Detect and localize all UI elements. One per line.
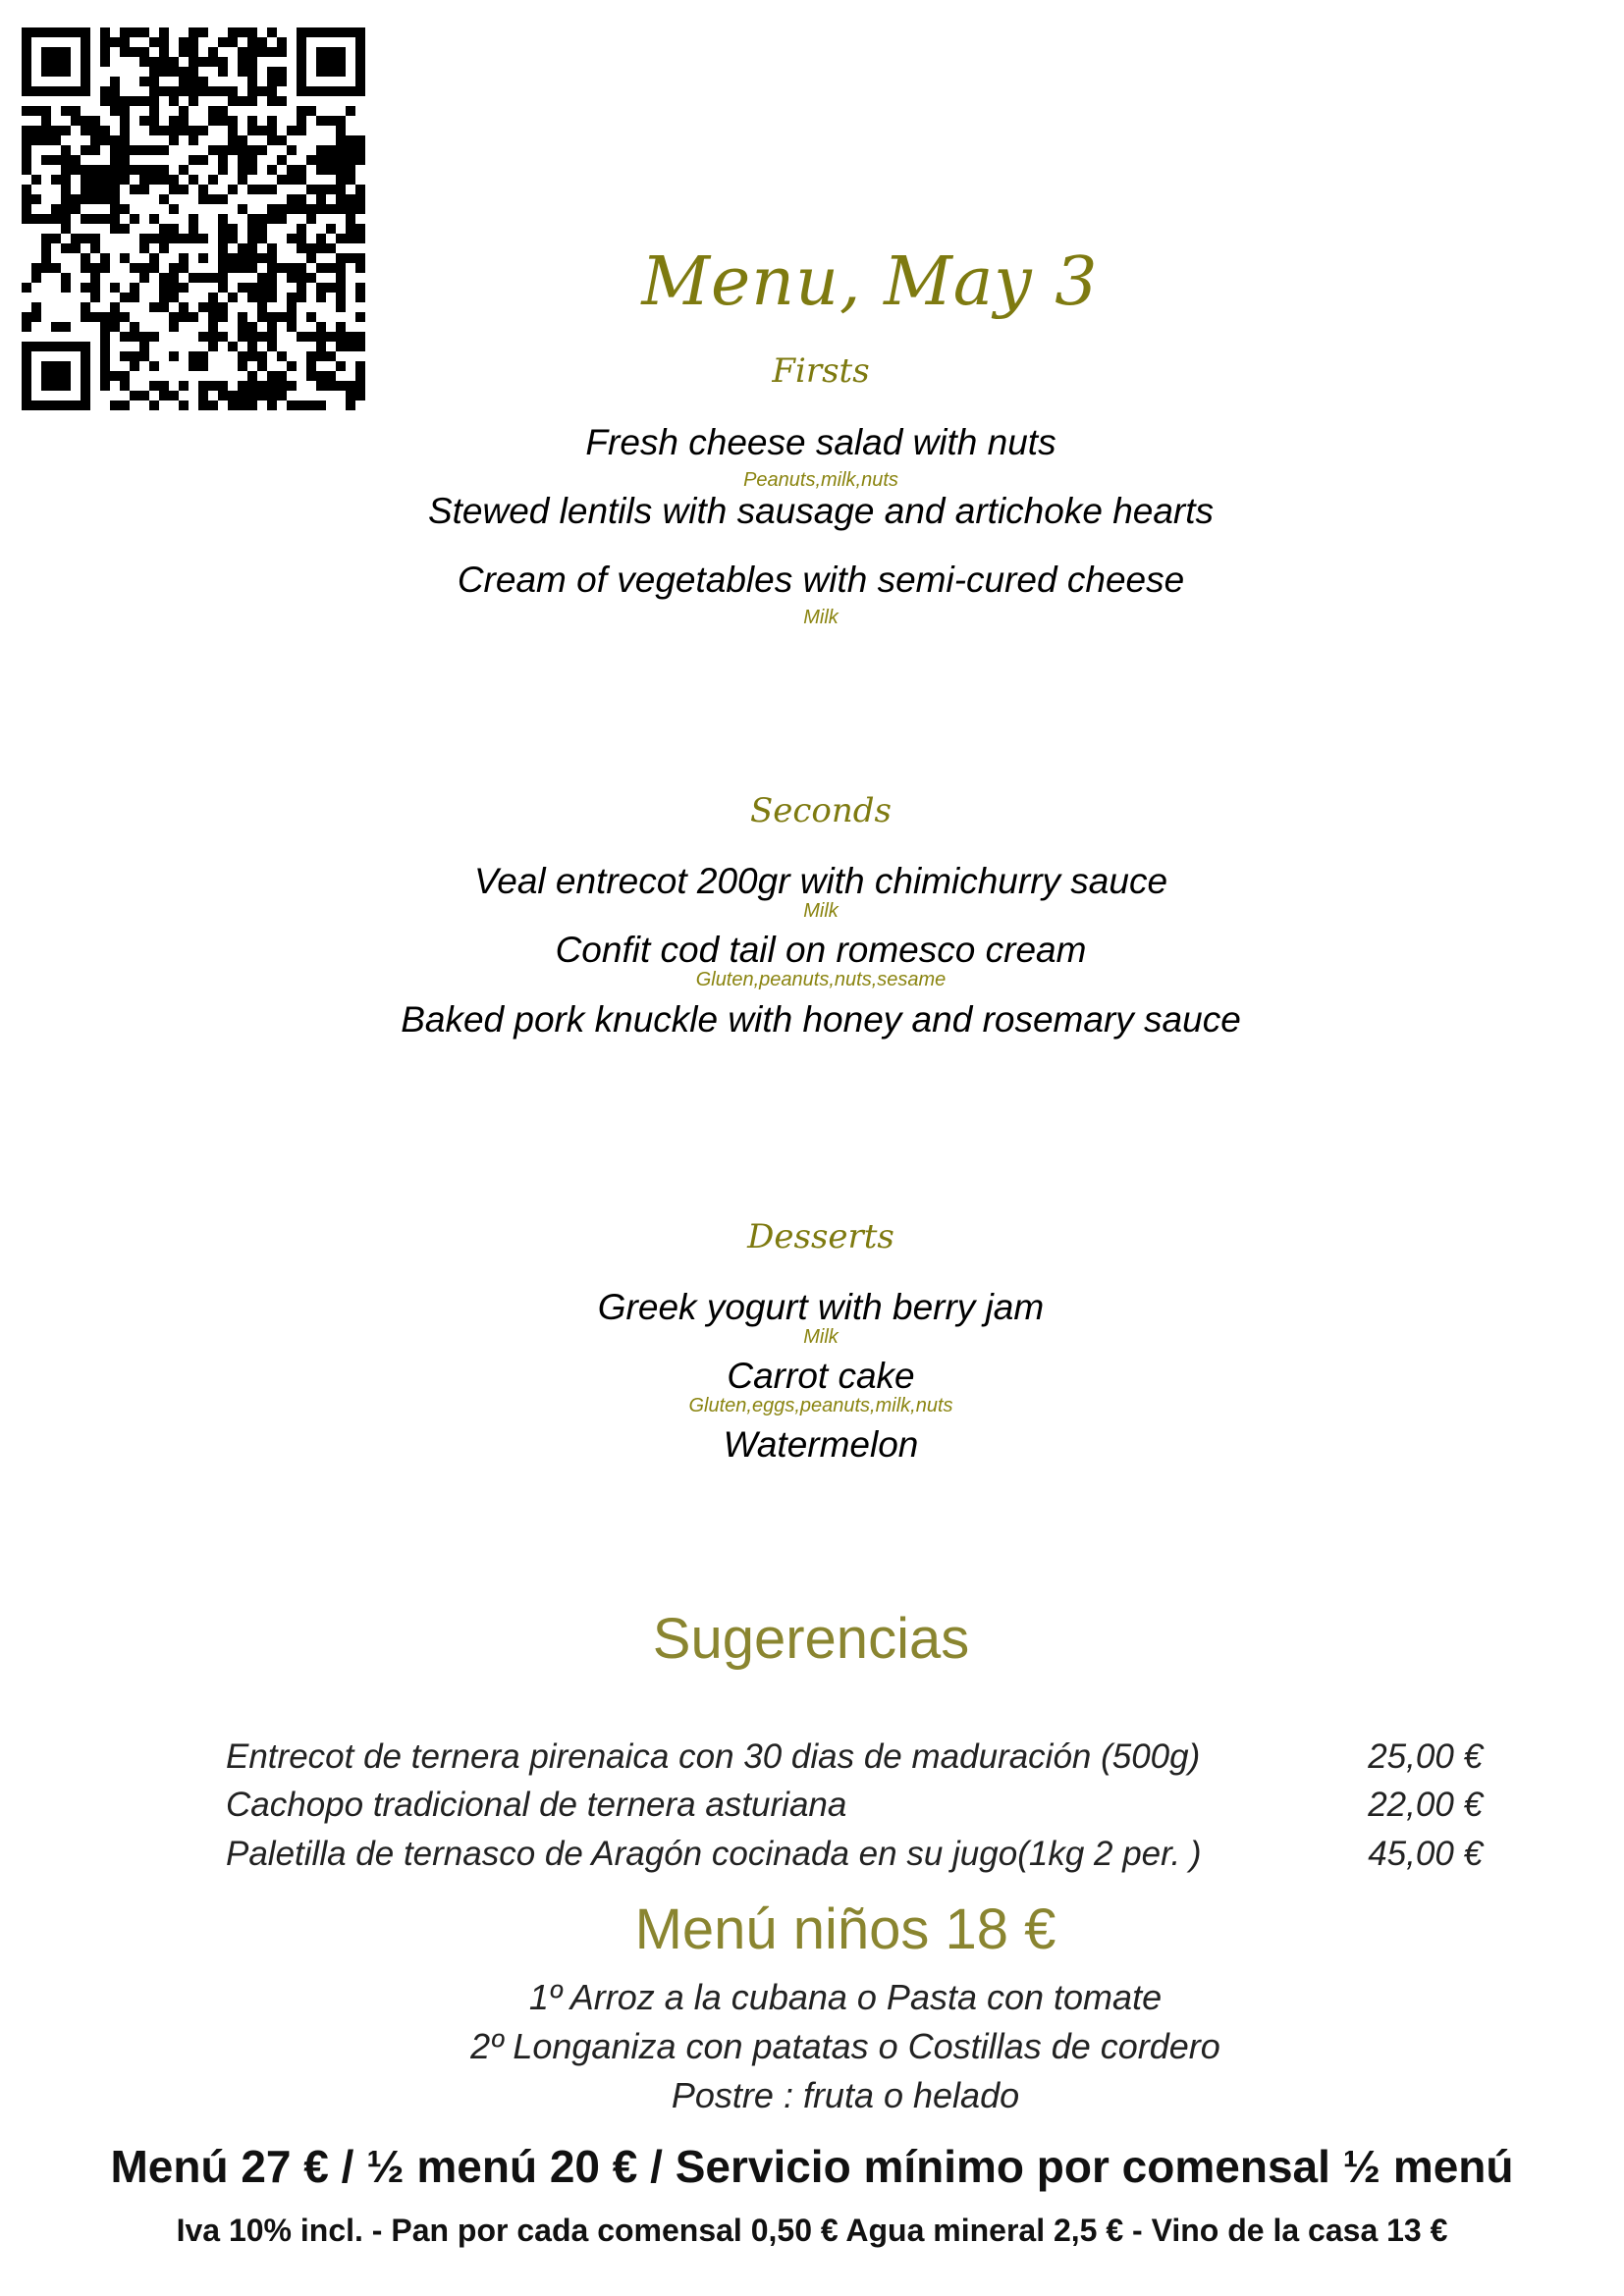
section-heading-desserts: Desserts xyxy=(747,1217,894,1256)
dish-name: Greek yogurt with berry jam xyxy=(597,1287,1045,1327)
suggestion-name: Paletilla de ternasco de Aragón cocinada en su jugo(1kg 2 per. ) xyxy=(226,1835,1202,1873)
suggestion-name: Entrecot de ternera pirenaica con 30 dias de maduración (500g) xyxy=(226,1737,1201,1776)
dish-allergens: Milk xyxy=(803,1326,839,1348)
suggestion-name: Cachopo tradicional de ternera asturiana xyxy=(226,1786,847,1824)
menu-price-line: Menú 27 € / ½ menú 20 € / Servicio mínimo por comensal ½ menú xyxy=(110,2141,1514,2192)
dish-name: Confit cod tail on romesco cream xyxy=(555,930,1087,970)
suggestion-price: 25,00 € xyxy=(1368,1737,1483,1776)
dish-name: Fresh cheese salad with nuts xyxy=(585,422,1056,462)
kids-menu-line: 1º Arroz a la cubana o Pasta con tomate xyxy=(528,1977,1163,2017)
dish-allergens: Peanuts,milk,nuts xyxy=(743,469,898,491)
menu-title: Menu, May 3 xyxy=(641,243,1099,321)
suggestion-row xyxy=(226,1835,1483,1874)
section-heading-firsts: Firsts xyxy=(772,351,870,391)
extras-price-line: Iva 10% incl. - Pan por cada comensal 0,50 € Agua mineral 2,5 € - Vino de la casa 13 € xyxy=(176,2213,1448,2248)
kids-menu-line: 2º Longaniza con patatas o Costillas de cordero xyxy=(470,2026,1220,2066)
dish-allergens: Milk xyxy=(803,900,839,922)
dish-name: Cream of vegetables with semi-cured cheese xyxy=(457,560,1185,600)
dish-name: Veal entrecot 200gr with chimichurry sauce xyxy=(473,861,1168,901)
dish-name: Stewed lentils with sausage and artichoke hearts xyxy=(427,491,1215,531)
dish-name: Watermelon xyxy=(723,1424,919,1465)
dish-allergens: Gluten,eggs,peanuts,milk,nuts xyxy=(688,1395,953,1416)
kids-menu-line: Postre : fruta o helado xyxy=(671,2075,1020,2115)
suggestion-row xyxy=(226,1737,1483,1777)
section-heading-seconds: Seconds xyxy=(749,791,893,830)
suggestion-price: 45,00 € xyxy=(1368,1835,1483,1873)
kids-menu-heading: Menú niños 18 € xyxy=(634,1897,1056,1961)
dish-name: Baked pork knuckle with honey and rosemary sauce xyxy=(401,999,1241,1040)
dish-allergens: Gluten,peanuts,nuts,sesame xyxy=(695,969,947,990)
dish-allergens: Milk xyxy=(803,607,839,628)
dish-name: Carrot cake xyxy=(727,1356,915,1396)
suggestion-row xyxy=(226,1786,1483,1825)
suggestions-heading: Sugerencias xyxy=(652,1607,970,1671)
suggestion-price: 22,00 € xyxy=(1368,1786,1483,1824)
